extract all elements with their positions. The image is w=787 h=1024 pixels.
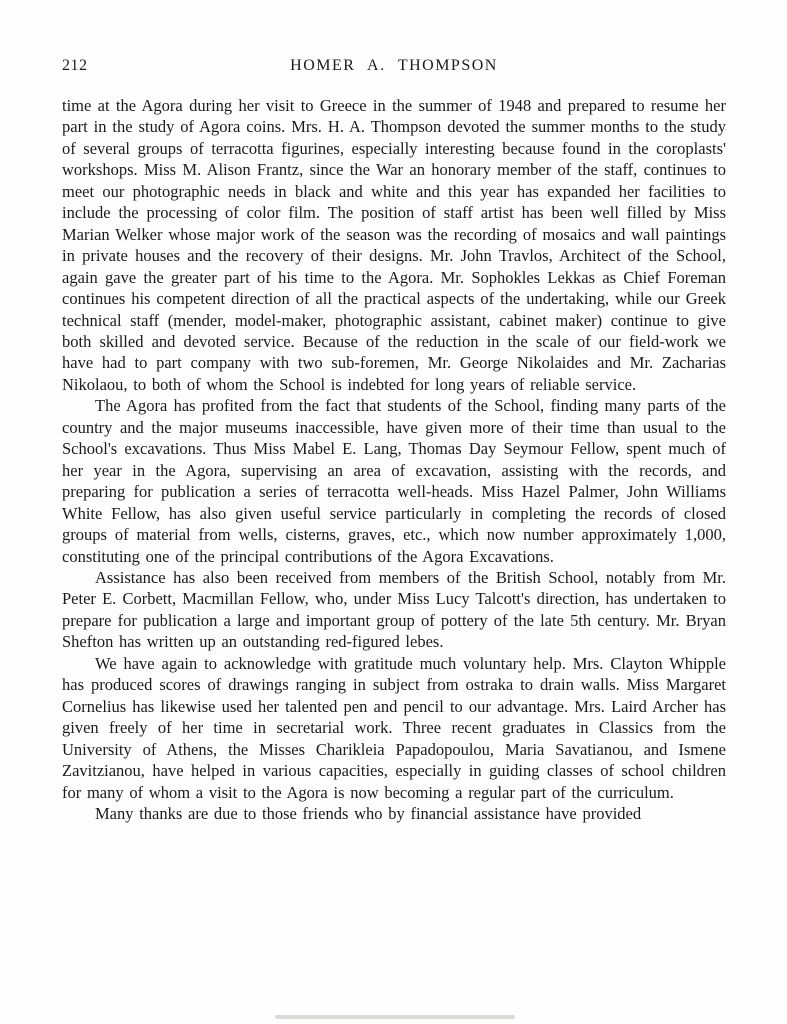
- article-body: [62, 95, 726, 824]
- page-number: 212: [62, 57, 88, 74]
- scan-edge-artifact: [275, 1015, 515, 1019]
- paragraph: The Agora has profited from the fact that students of the School, finding many parts of the country and the major museums inaccessible, have given more of their time than usual to the School's excavations. Thus Miss Mabel E. Lang, Thomas Day Seymour Fellow, spent much of her year in the Agora, supervising an area of excavation, assisting with the records, and preparing for publication a series of terracotta well-heads. Miss Hazel Palmer, John Williams White Fellow, has also given useful service particularly in completing the records of closed groups of material from wells, cisterns, graves, etc., which now number approximately 1,000, constituting one of the principal contributions of the Agora Excavations.: [62, 396, 726, 566]
- paragraph: We have again to acknowledge with gratitude much voluntary help. Mrs. Clayton Whipple has produced scores of drawings ranging in subject from ostraka to drain walls. Miss Margaret Cornelius has likewise used her talented pen and pencil to our advantage. Mrs. Laird Archer has given freely of her time in secretarial work. Three recent graduates in Classics from the University of Athens, the Misses Charikleia Papadopoulou, Maria Savatianou, and Ismene Zavitzianou, have helped in various capacities, especially in guiding classes of school children for many of whom a visit to the Agora is now becoming a regular part of the curriculum.: [62, 653, 726, 802]
- paragraph: Assistance has also been received from members of the British School, notably from Mr. Peter E. Corbett, Macmillan Fellow, who, under Miss Lucy Talcott's direction, has undertaken to prepare for publication a large and important group of pottery of the late 5th century. Mr. Bryan Shefton has written up an outstanding red-figured lebes.: [62, 567, 726, 652]
- page-header: [62, 57, 726, 75]
- paragraph: time at the Agora during her visit to Greece in the summer of 1948 and prepared to resume her part in the study of Agora coins. Mrs. H. A. Thompson devoted the summer months to the study of several groups of terracotta figurines, especially interesting because found in the coroplasts' workshops. Miss M. Alison Frantz, since the War an honorary member of the staff, continues to meet our photographic needs in black and white and this year has expanded her facilities to include the processing of color film. The position of staff artist has been well filled by Miss Marian Welker whose major work of the season was the recording of mosaics and wall paintings in private houses and the recovery of their designs. Mr. John Travlos, Architect of the School, again gave the greater part of his time to the Agora. Mr. Sophokles Lekkas as Chief Foreman continues his competent direction of all the practical aspects of the undertaking, while our Greek technical staff (mender, model-maker, photographic assistant, cabinet maker) continue to give both skilled and devoted service. Because of the reduction in the scale of our field-work we have had to part company with two sub-foremen, Mr. George Nikolaides and Mr. Zacharias Nikolaou, to both of whom the School is indebted for long years of reliable service.: [62, 96, 726, 394]
- running-head: HOMER A. THOMPSON: [290, 57, 498, 74]
- paragraph: Many thanks are due to those friends who by financial assistance have provided: [95, 803, 642, 823]
